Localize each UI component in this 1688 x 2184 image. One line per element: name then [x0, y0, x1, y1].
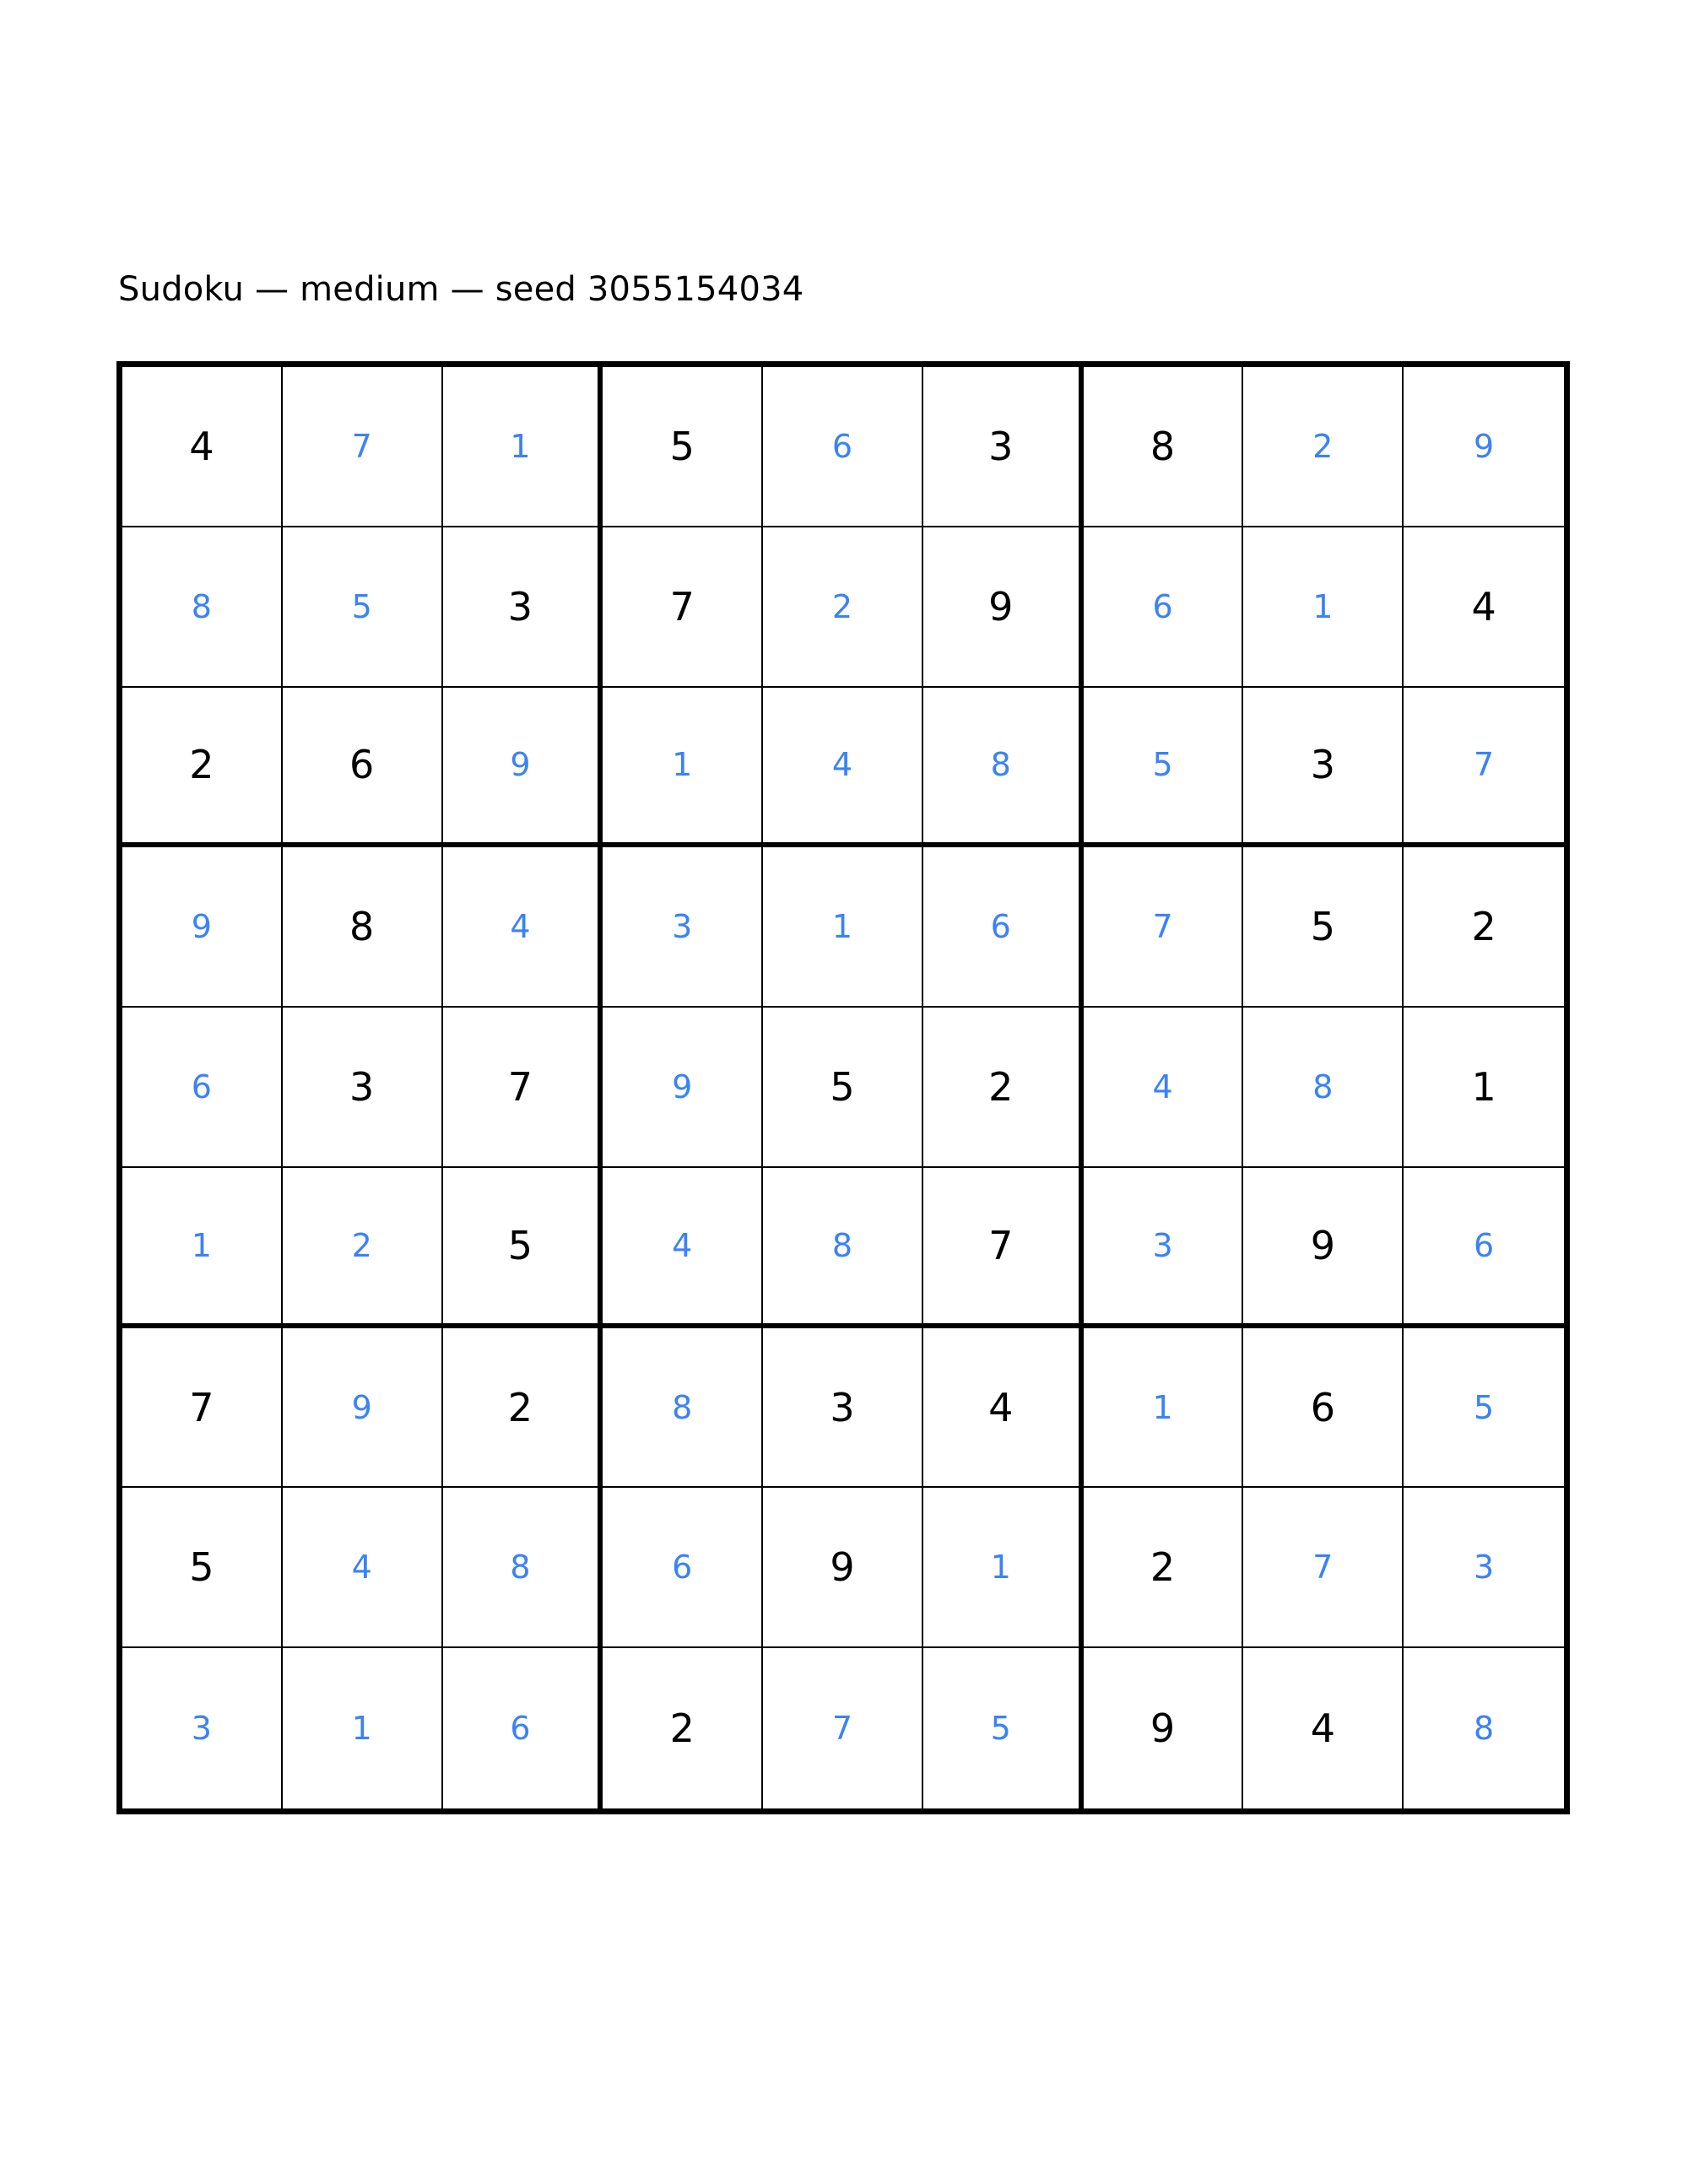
sudoku-cell-r6c4[interactable]: 4: [603, 1168, 763, 1328]
sudoku-cell-r1c6[interactable]: 3: [923, 367, 1084, 527]
sudoku-cell-r8c9[interactable]: 3: [1404, 1488, 1564, 1648]
sudoku-cell-r3c2[interactable]: 6: [283, 688, 443, 848]
sudoku-cell-r8c6[interactable]: 1: [923, 1488, 1084, 1648]
sudoku-cell-r5c8[interactable]: 8: [1243, 1008, 1404, 1168]
sudoku-cell-r9c5[interactable]: 7: [763, 1648, 923, 1808]
sudoku-cell-r4c7[interactable]: 7: [1084, 847, 1244, 1008]
sudoku-cell-r7c3[interactable]: 2: [443, 1328, 603, 1489]
sudoku-cell-r3c7[interactable]: 5: [1084, 688, 1244, 848]
sudoku-cell-r3c4[interactable]: 1: [603, 688, 763, 848]
sudoku-grid: [116, 361, 1570, 1814]
sudoku-cell-r9c6[interactable]: 5: [923, 1648, 1084, 1808]
sudoku-cell-r9c2[interactable]: 1: [283, 1648, 443, 1808]
sudoku-cell-r6c5[interactable]: 8: [763, 1168, 923, 1328]
sudoku-cell-r6c9[interactable]: 6: [1404, 1168, 1564, 1328]
sudoku-cell-r3c6[interactable]: 8: [923, 688, 1084, 848]
sudoku-cell-r4c9[interactable]: 2: [1404, 847, 1564, 1008]
sudoku-cell-r9c8[interactable]: 4: [1243, 1648, 1404, 1808]
sudoku-cell-r3c8[interactable]: 3: [1243, 688, 1404, 848]
sudoku-cell-r7c1[interactable]: 7: [122, 1328, 283, 1489]
sudoku-cell-r9c3[interactable]: 6: [443, 1648, 603, 1808]
sudoku-cell-r1c3[interactable]: 1: [443, 367, 603, 527]
sudoku-cell-r1c9[interactable]: 9: [1404, 367, 1564, 527]
sudoku-cell-r7c2[interactable]: 9: [283, 1328, 443, 1489]
sudoku-cell-r5c5[interactable]: 5: [763, 1008, 923, 1168]
sudoku-cell-r4c5[interactable]: 1: [763, 847, 923, 1008]
sudoku-cell-r8c8[interactable]: 7: [1243, 1488, 1404, 1648]
sudoku-cell-r5c7[interactable]: 4: [1084, 1008, 1244, 1168]
sudoku-cell-r4c1[interactable]: 9: [122, 847, 283, 1008]
sudoku-cell-r7c6[interactable]: 4: [923, 1328, 1084, 1489]
sudoku-cell-r9c7[interactable]: 9: [1084, 1648, 1244, 1808]
sudoku-cell-r3c5[interactable]: 4: [763, 688, 923, 848]
sudoku-cell-r1c1[interactable]: 4: [122, 367, 283, 527]
sudoku-cell-r2c5[interactable]: 2: [763, 527, 923, 688]
sudoku-cell-r6c7[interactable]: 3: [1084, 1168, 1244, 1328]
page-title: Sudoku — medium — seed 3055154034: [118, 270, 804, 309]
sudoku-cell-r7c7[interactable]: 1: [1084, 1328, 1244, 1489]
sudoku-cell-r5c3[interactable]: 7: [443, 1008, 603, 1168]
sudoku-cell-r7c9[interactable]: 5: [1404, 1328, 1564, 1489]
sudoku-cell-r6c8[interactable]: 9: [1243, 1168, 1404, 1328]
sudoku-cell-r6c2[interactable]: 2: [283, 1168, 443, 1328]
sudoku-cell-r2c9[interactable]: 4: [1404, 527, 1564, 688]
sudoku-cell-r3c3[interactable]: 9: [443, 688, 603, 848]
sudoku-cell-r2c3[interactable]: 3: [443, 527, 603, 688]
sudoku-cell-r6c6[interactable]: 7: [923, 1168, 1084, 1328]
sudoku-cell-r4c4[interactable]: 3: [603, 847, 763, 1008]
sudoku-cell-r2c8[interactable]: 1: [1243, 527, 1404, 688]
sudoku-cell-r5c1[interactable]: 6: [122, 1008, 283, 1168]
sudoku-cell-r8c5[interactable]: 9: [763, 1488, 923, 1648]
sudoku-cell-r8c2[interactable]: 4: [283, 1488, 443, 1648]
sudoku-cell-r3c1[interactable]: 2: [122, 688, 283, 848]
sudoku-cell-r2c6[interactable]: 9: [923, 527, 1084, 688]
sudoku-cell-r2c7[interactable]: 6: [1084, 527, 1244, 688]
sudoku-cell-r1c8[interactable]: 2: [1243, 367, 1404, 527]
sudoku-cell-r8c3[interactable]: 8: [443, 1488, 603, 1648]
sudoku-cell-r2c2[interactable]: 5: [283, 527, 443, 688]
sudoku-cell-r1c5[interactable]: 6: [763, 367, 923, 527]
sudoku-cell-r1c2[interactable]: 7: [283, 367, 443, 527]
sudoku-cell-r6c3[interactable]: 5: [443, 1168, 603, 1328]
sudoku-cell-r9c9[interactable]: 8: [1404, 1648, 1564, 1808]
sudoku-cell-r7c4[interactable]: 8: [603, 1328, 763, 1489]
sudoku-cell-r2c1[interactable]: 8: [122, 527, 283, 688]
sudoku-cell-r5c6[interactable]: 2: [923, 1008, 1084, 1168]
sudoku-cell-r4c3[interactable]: 4: [443, 847, 603, 1008]
sudoku-cell-r5c9[interactable]: 1: [1404, 1008, 1564, 1168]
sudoku-cell-r2c4[interactable]: 7: [603, 527, 763, 688]
sudoku-cell-r6c1[interactable]: 1: [122, 1168, 283, 1328]
sudoku-cell-r9c4[interactable]: 2: [603, 1648, 763, 1808]
sudoku-cell-r8c4[interactable]: 6: [603, 1488, 763, 1648]
sudoku-cell-r5c2[interactable]: 3: [283, 1008, 443, 1168]
sudoku-cell-r7c8[interactable]: 6: [1243, 1328, 1404, 1489]
sudoku-cell-r3c9[interactable]: 7: [1404, 688, 1564, 848]
sudoku-cell-r4c6[interactable]: 6: [923, 847, 1084, 1008]
sudoku-cell-r4c8[interactable]: 5: [1243, 847, 1404, 1008]
sudoku-cell-r4c2[interactable]: 8: [283, 847, 443, 1008]
sudoku-cell-r1c7[interactable]: 8: [1084, 367, 1244, 527]
sudoku-cell-r7c5[interactable]: 3: [763, 1328, 923, 1489]
sudoku-cell-r8c7[interactable]: 2: [1084, 1488, 1244, 1648]
sudoku-cell-r5c4[interactable]: 9: [603, 1008, 763, 1168]
sudoku-cell-r1c4[interactable]: 5: [603, 367, 763, 527]
sudoku-cell-r9c1[interactable]: 3: [122, 1648, 283, 1808]
sudoku-cell-r8c1[interactable]: 5: [122, 1488, 283, 1648]
